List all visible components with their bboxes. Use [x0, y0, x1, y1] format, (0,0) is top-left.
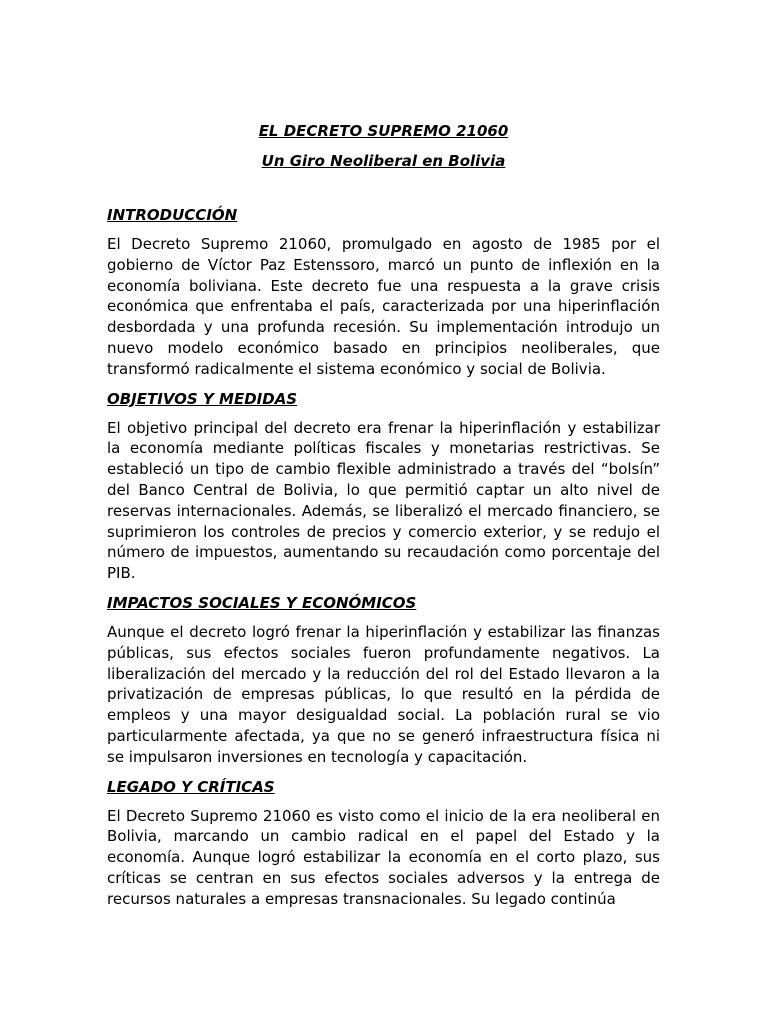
section-paragraph: El objetivo principal del decreto era frenar la hiperinflación y estabilizar la economía mediante políticas fiscales y monetarias restrictivas. Se estableció un tipo de cambio flexible administrado a través del “bolsín” del Banco Central de Bolivia, lo que permitió captar un alto nivel de reservas internacionales. Además, se liberalizó el mercado financiero, se suprimieron los controles de precios y comercio exterior, y se redujo el número de impuestos, aumentando su recaudación como porcentaje del PIB. — [107, 418, 660, 583]
section-paragraph: El Decreto Supremo 21060, promulgado en agosto de 1985 por el gobierno de Víctor Paz Estenssoro, marcó un punto de inflexión en la economía boliviana. Este decreto fue una respuesta a la grave crisis económica que enfrentaba el país, caracterizada por una hiperinflación desbordada y una profunda recesión. Su implementación introdujo un nuevo modelo económico basado en principios neoliberales, que transformó radicalmente el sistema económico y social de Bolivia. — [107, 235, 660, 378]
document-title: EL DECRETO SUPREMO 21060 — [258, 122, 509, 140]
section-introduccion — [107, 204, 660, 380]
section-heading: INTRODUCCIÓN — [107, 206, 238, 224]
section-heading: LEGADO Y CRÍTICAS — [107, 777, 275, 796]
section-paragraph: El Decreto Supremo 21060 es visto como el inicio de la era neoliberal en Bolivia, marcando un cambio radical en el papel del Estado y la economía. Aunque logró estabilizar la economía en el corto plazo, sus críticas se centran en sus efectos sociales adversos y la entrega de recursos naturales a empresas transnacionales. Su legado continúa — [107, 806, 660, 908]
section-heading: IMPACTOS SOCIALES Y ECONÓMICOS — [107, 593, 417, 612]
document-subtitle: Un Giro Neoliberal en Bolivia — [261, 152, 506, 170]
section-paragraph: Aunque el decreto logró frenar la hiperinflación y estabilizar las finanzas públicas, sus efectos sociales fueron profundamente negativos. La liberalización del mercado y la reducción del rol del Estado llevaron a la privatización de empresas públicas, lo que resultó en la pérdida de empleos y una mayor desigualdad social. La población rural se vio particularmente afectada, ya que no se generó infraestructura física ni se impulsaron inversiones en tecnología y capacitación. — [107, 622, 660, 766]
section-legado — [107, 776, 660, 910]
document-content — [107, 120, 660, 910]
section-heading: OBJETIVOS Y MEDIDAS — [107, 389, 298, 408]
section-objetivos — [107, 388, 660, 584]
section-impactos — [107, 592, 660, 768]
